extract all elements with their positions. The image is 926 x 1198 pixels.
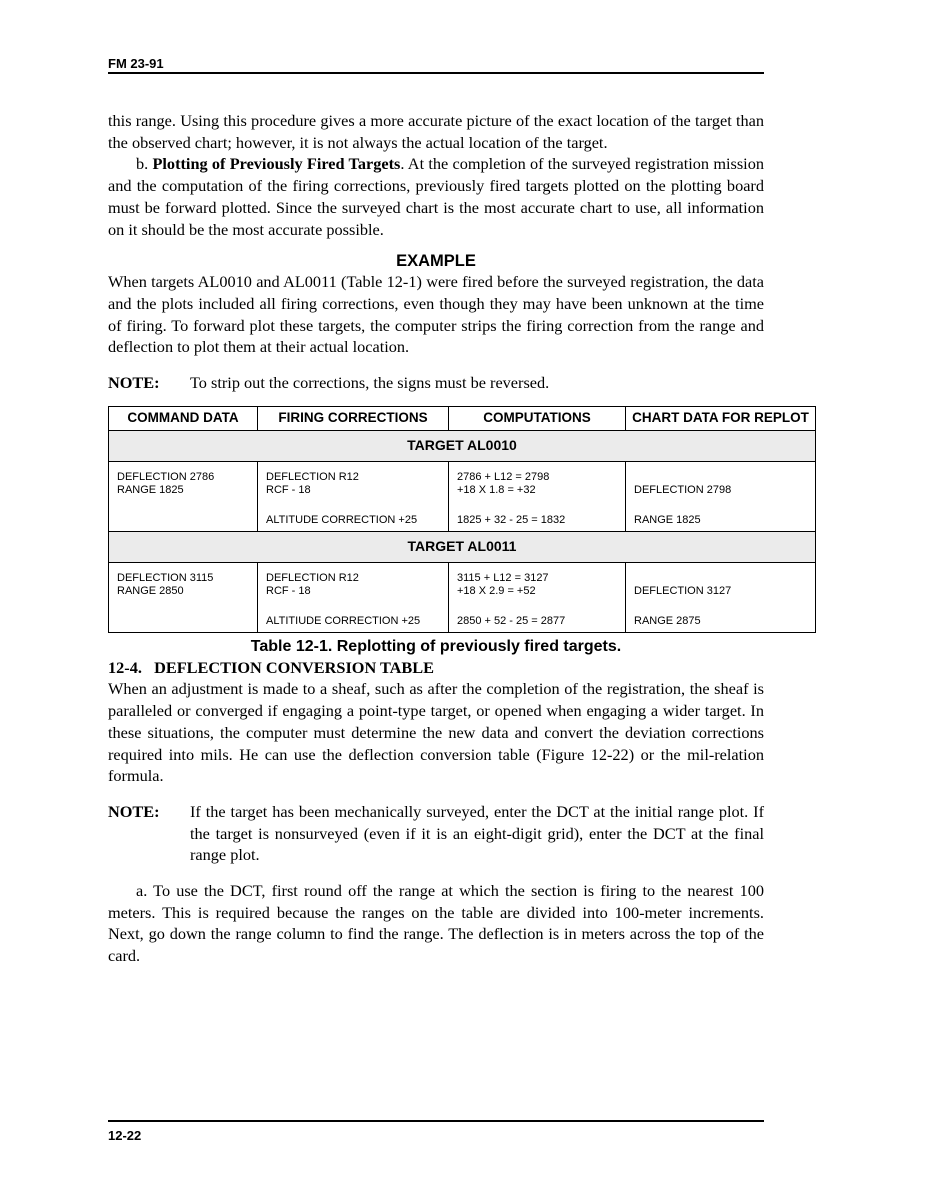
command-data-cell [109, 562, 258, 632]
firing-corrections-cell [258, 562, 449, 632]
computations-cell [449, 461, 626, 531]
section-title: 12-4. DEFLECTION CONVERSION TABLE [108, 657, 434, 677]
page-body [108, 110, 809, 967]
chart-range: RANGE 2875 [634, 614, 701, 627]
header-command-data: COMMAND DATA [109, 406, 258, 430]
note-dct [108, 801, 764, 866]
chart-deflection: DEFLECTION 2798 [634, 483, 732, 496]
header-firing-corrections: FIRING CORRECTIONS [258, 406, 449, 430]
command-deflection: DEFLECTION 3115 [117, 571, 214, 584]
target-row [109, 430, 816, 461]
table-row [109, 562, 816, 632]
section-paragraph: When an adjustment is made to a sheaf, such as after the completion of the registration, the sheaf is paralleled or converged if engaging a point-type target, or opened when engaging a wider target. In these situations, the computer must determine the new data and convert the deviation corrections required into mils. He can use the deflection conversion table (Figure 12-22) or the mil-relation formula. [108, 679, 764, 786]
correction-altitude: ALTITIUDE CORRECTION +25 [266, 614, 421, 627]
command-range: RANGE 1825 [117, 483, 184, 496]
computation-rcf: +18 X 2.9 = +52 [457, 584, 536, 597]
firing-corrections-cell [258, 461, 449, 531]
table-header-row [109, 406, 816, 430]
correction-deflection: DEFLECTION R12 [266, 470, 359, 483]
correction-rcf: RCF - 18 [266, 584, 311, 597]
note-label: NOTE: [108, 801, 160, 821]
table-row [109, 461, 816, 531]
manual-id: FM 23-91 [108, 56, 164, 71]
intro-paragraph: this range. Using this procedure gives a more accurate picture of the exact location of the target than the observed chart; however, it is not always the actual location of the target. [108, 111, 764, 152]
chart-deflection: DEFLECTION 3127 [634, 584, 732, 597]
paragraph-b-prefix: b. [136, 154, 149, 174]
command-deflection: DEFLECTION 2786 [117, 470, 215, 483]
correction-rcf: RCF - 18 [266, 483, 311, 496]
computation-deflection: 2786 + L12 = 2798 [457, 470, 550, 483]
table-caption: Table 12-1. Replotting of previously fired targets. [250, 637, 622, 655]
header-rule [108, 72, 764, 74]
computation-rcf: +18 X 1.8 = +32 [457, 483, 536, 496]
note-strip-corrections [108, 372, 764, 394]
example-title: EXAMPLE [396, 252, 476, 271]
header-chart-data: CHART DATA FOR REPLOT [626, 406, 816, 430]
footer-rule [108, 1120, 764, 1122]
paragraph-b-text: . At the completion of the surveyed registration mission and the computation of the firing corrections, previously fired targets plotted on the plotting board must be forward plotted. Since the surveyed chart is the most accurate chart to use, all information on it should be the most accurate possible. [108, 154, 764, 239]
computation-range: 2850 + 52 - 25 = 2877 [457, 614, 566, 627]
note-text: To strip out the corrections, the signs must be reversed. [190, 373, 550, 393]
chart-data-cell [626, 562, 816, 632]
note-text: If the target has been mechanically surveyed, enter the DCT at the initial range plot. If the target is nonsurveyed (even if it is an eight-digit grid), enter the DCT at the final range plot. [190, 801, 764, 865]
paragraph-a: a. To use the DCT, first round off the range at which the section is firing to the nearest 100 meters. This is required because the ranges on the table are divided into 100-meter increments. Next, go down the range column to find the range. The deflection is in meters across the top of the card. [108, 881, 764, 966]
target-row [109, 531, 816, 562]
page-number: 12-22 [108, 1128, 142, 1143]
command-data-cell [109, 461, 258, 531]
target-name: TARGET AL0011 [109, 531, 816, 562]
command-range: RANGE 2850 [117, 584, 184, 597]
chart-data-cell [626, 461, 816, 531]
computations-cell [449, 562, 626, 632]
correction-altitude: ALTITUDE CORRECTION +25 [266, 513, 418, 526]
note-label: NOTE: [108, 373, 160, 393]
paragraph-b-heading: Plotting of Previously Fired Targets [152, 154, 401, 174]
target-name: TARGET AL0010 [109, 430, 816, 461]
replot-table [108, 406, 816, 633]
correction-deflection: DEFLECTION R12 [266, 571, 359, 584]
chart-range: RANGE 1825 [634, 513, 701, 526]
header-computations: COMPUTATIONS [449, 406, 626, 430]
computation-deflection: 3115 + L12 = 3127 [457, 571, 549, 584]
example-text: When targets AL0010 and AL0011 (Table 12-1) were fired before the surveyed registration, the data and the plots included all firing corrections, even though they may have been unknown at the time of firing. To forward plot these targets, the computer strips the firing correction from the range and deflection to plot them at their actual location. [108, 272, 764, 357]
paragraph-b [108, 153, 764, 240]
computation-range: 1825 + 32 - 25 = 1832 [457, 513, 566, 526]
